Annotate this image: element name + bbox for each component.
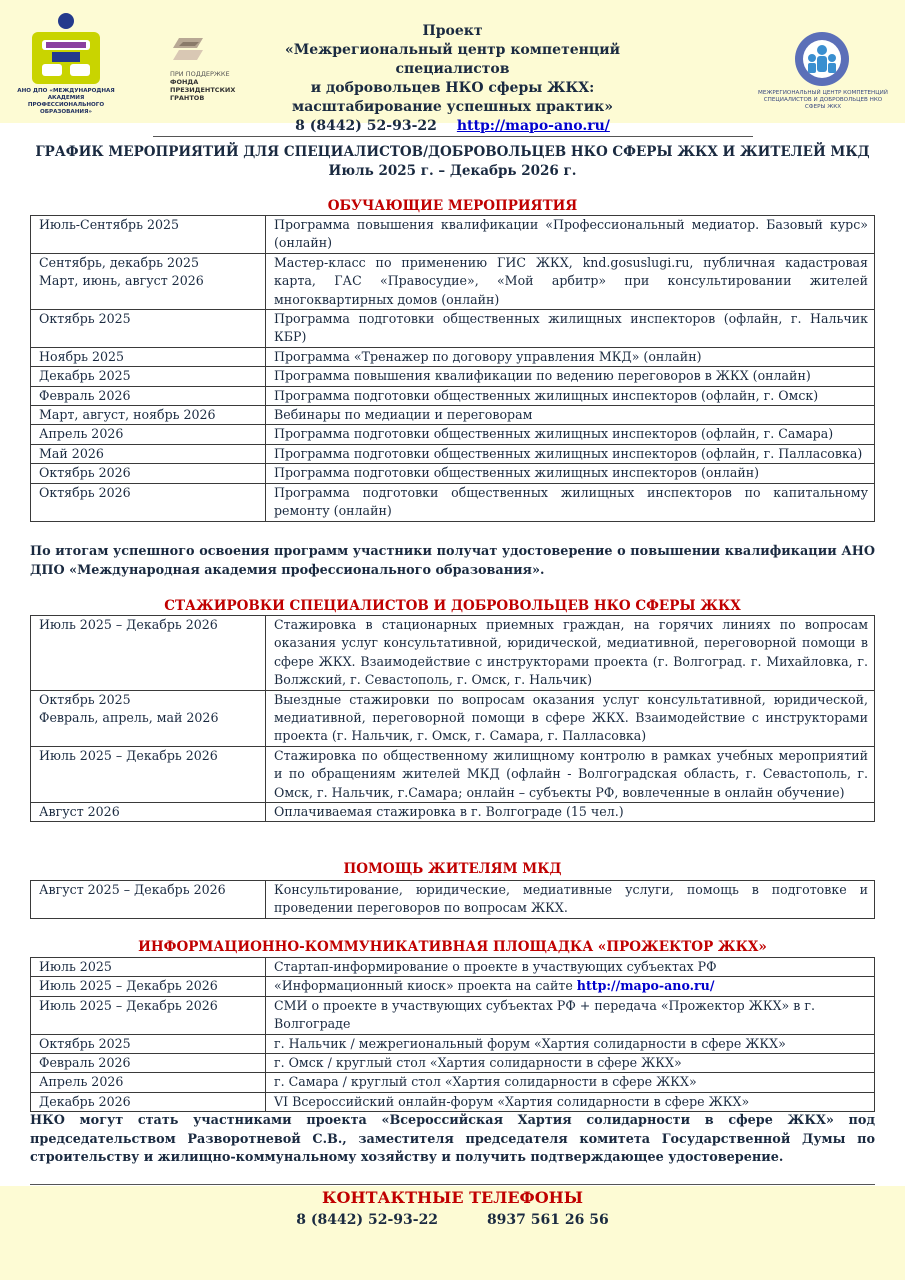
table-row — [31, 690, 875, 746]
row-text: Программа подготовки общественных жилищных инспекторов (офлайн, г. Омск) — [266, 386, 875, 405]
project-header — [280, 22, 625, 136]
table-row — [31, 616, 875, 691]
row-date: Июль 2025 – Декабрь 2026 — [31, 977, 266, 996]
row-date: Декабрь 2026 — [31, 1092, 266, 1111]
grants-caption-line2: ПРЕЗИДЕНТСКИХ — [170, 86, 236, 94]
page-title — [30, 143, 875, 181]
footer-divider — [30, 1184, 875, 1185]
section-internships-title: СТАЖИРОВКИ СПЕЦИАЛИСТОВ И ДОБРОВОЛЬЦЕВ НКО СФЕРЫ ЖКХ — [164, 598, 741, 614]
row-date: Ноябрь 2025 — [31, 347, 266, 366]
row-text: Программа «Тренажер по договору управления МКД» (онлайн) — [266, 347, 875, 366]
project-name-line1: «Межрегиональный центр компетенций специалистов — [284, 42, 621, 77]
row-date: Июль 2025 – Декабрь 2026 — [31, 746, 266, 802]
page-title-period: Июль 2025 г. – Декабрь 2026 г. — [328, 163, 577, 179]
project-name-line2: и добровольцев НКО сферы ЖКХ: — [310, 80, 595, 96]
row-text: г. Самара / круглый стол «Хартия солидарности в сфере ЖКХ» — [266, 1073, 875, 1092]
row-text: Стажировка в стационарных приемных граждан, на горячих линиях по вопросам оказания услуг консультативной, юридической, медиативной, переговорной помощи в сфере ЖКХ. Взаимодействие с инструкторами проекта (г. Волгоград. г. Михайловка, г. Волжский, г. Севастополь, г. Омск, г. Нальчик) — [266, 616, 875, 691]
grants-caption-small: ПРИ ПОДДЕРЖКЕ — [170, 70, 230, 78]
row-text: Программа подготовки общественных жилищных инспекторов (офлайн, г. Нальчик КБР) — [266, 310, 875, 348]
row-text: Вебинары по медиации и переговорам — [266, 406, 875, 425]
row-date: Август 2026 — [31, 803, 266, 822]
competence-center-logo — [758, 30, 888, 120]
table-row — [31, 483, 875, 521]
table-row — [31, 1073, 875, 1092]
row-text: Консультирование, юридические, медиативные услуги, помощь в подготовке и проведении переговоров по вопросам ЖКХ. — [266, 881, 875, 919]
row-date: Июль 2025 – Декабрь 2026 — [31, 616, 266, 691]
table-row — [31, 746, 875, 802]
table-row — [31, 444, 875, 463]
grants-caption-line3: ГРАНТОВ — [170, 94, 205, 102]
row-text: Программа подготовки общественных жилищных инспекторов (офлайн, г. Палласовка) — [266, 444, 875, 463]
row-text: Выездные стажировки по вопросам оказания услуг консультативной, юридической, медиативной, переговорной помощи в сфере ЖКХ. Взаимодействие с инструкторами проекта (г. Нальчик, г. Омск, г. Самара, г. Палласовка) — [266, 690, 875, 746]
training-note: По итогам успешного освоения программ участники получат удостоверение о повышении квалификации АНО ДПО «Международная академия профессионального образования». — [30, 544, 875, 578]
row-date: Февраль 2026 — [31, 386, 266, 405]
grants-caption — [170, 70, 235, 102]
table-row — [31, 310, 875, 348]
row-date: Июль 2025 – Декабрь 2026 — [31, 996, 266, 1034]
table-row — [31, 881, 875, 919]
site-link[interactable]: http://mapo-ano.ru/ — [576, 978, 715, 994]
presidential-grants-logo — [165, 38, 260, 113]
section-platform-title: ИНФОРМАЦИОННО-КОММУНИКАТИВНАЯ ПЛОЩАДКА «ПРОЖЕКТОР ЖКХ» — [138, 939, 767, 955]
row-date: Апрель 2026 — [31, 1073, 266, 1092]
row-text: Стажировка по общественному жилищному контролю в рамках учебных мероприятий и по обращениям жителей МКД (офлайн - Волгоградская область, г. Севастополь, г. Омск, г. Нальчик, г.Самара; онлайн – субъекты РФ, вовлеченные в онлайн обучение) — [266, 746, 875, 802]
table-row — [31, 958, 875, 977]
row-date: Апрель 2026 — [31, 425, 266, 444]
table-row — [31, 216, 875, 254]
row-date: Октябрь 2026 — [31, 464, 266, 483]
row-date: Октябрь 2025 — [31, 310, 266, 348]
header-divider — [153, 136, 753, 137]
competence-center-emblem-icon — [790, 30, 854, 88]
row-text: СМИ о проекте в участвующих субъектах РФ + передача «Прожектор ЖКХ» в г. Волгограде — [266, 996, 875, 1034]
page-title-line1: ГРАФИК МЕРОПРИЯТИЙ ДЛЯ СПЕЦИАЛИСТОВ/ДОБРОВОЛЬЦЕВ НКО СФЕРЫ ЖКХ И ЖИТЕЛЕЙ МКД — [35, 144, 870, 160]
table-row — [31, 386, 875, 405]
platform-note: НКО могут стать участниками проекта «Всероссийская Хартия солидарности в сфере ЖКХ» под председательством Разворотневой С.В., заместителя председателя комитета Государственной Думы по строительству и жилищно-коммунальному хозяйству и получить подтверждающее удостоверение. — [30, 1113, 875, 1165]
section-help-title: ПОМОЩЬ ЖИТЕЛЯМ МКД — [343, 861, 562, 877]
table-row — [31, 464, 875, 483]
row-text: Программа подготовки общественных жилищных инспекторов (офлайн, г. Самара) — [266, 425, 875, 444]
row-date: Декабрь 2025 — [31, 367, 266, 386]
project-contact-line — [280, 117, 625, 136]
row-text: Стартап-информирование о проекте в участвующих субъектах РФ — [266, 958, 875, 977]
grants-emblem-icon — [173, 38, 203, 66]
row-date: Август 2025 – Декабрь 2026 — [31, 881, 266, 919]
row-date-line2: Март, июнь, август 2026 — [39, 273, 204, 289]
training-table — [30, 215, 875, 522]
row-text: Программа повышения квалификации «Профессиональный медиатор. Базовый курс» (онлайн) — [266, 216, 875, 254]
platform-table — [30, 957, 875, 1112]
row-text: Оплачиваемая стажировка в г. Волгограде (15 чел.) — [266, 803, 875, 822]
row-text: г. Нальчик / межрегиональный форум «Хартия солидарности в сфере ЖКХ» — [266, 1034, 875, 1053]
table-row — [31, 1054, 875, 1073]
table-row — [31, 803, 875, 822]
table-row — [31, 1034, 875, 1053]
row-date-line1: Сентябрь, декабрь 2025 — [39, 254, 200, 270]
row-text: г. Омск / круглый стол «Хартия солидарности в сфере ЖКХ» — [266, 1054, 875, 1073]
internships-table — [30, 615, 875, 822]
table-row — [31, 1092, 875, 1111]
row-date: Октябрь 2025 — [31, 1034, 266, 1053]
table-row — [31, 367, 875, 386]
academy-emblem-icon — [30, 12, 102, 86]
row-date: Май 2026 — [31, 444, 266, 463]
help-table — [30, 880, 875, 919]
academy-logo — [10, 12, 120, 115]
contacts-phones — [0, 1212, 905, 1228]
row-text: Мастер-класс по применению ГИС ЖКХ, knd.gosuslugi.ru, публичная кадастровая карта, ГАС «Правосудие», «Мой арбитр» при консультировании жителей многоквартирных домов (онлайн) — [266, 253, 875, 309]
row-text — [266, 977, 875, 996]
row-text: VI Всероссийский онлайн-форум «Хартия солидарности в сфере ЖКХ» — [266, 1092, 875, 1111]
project-name-line3: масштабирование успешных практик» — [292, 99, 613, 115]
project-site-link[interactable]: http://mapo-ano.ru/ — [456, 118, 610, 134]
table-row — [31, 406, 875, 425]
project-phone: 8 (8442) 52-93-22 — [295, 118, 437, 134]
row-date: Март, август, ноябрь 2026 — [31, 406, 266, 425]
project-label: Проект — [422, 23, 483, 39]
competence-center-caption: МЕЖРЕГИОНАЛЬНЫЙ ЦЕНТР КОМПЕТЕНЦИЙ СПЕЦИАЛИСТОВ И ДОБРОВОЛЬЦЕВ НКО СФЕРЫ ЖКХ — [758, 90, 888, 110]
row-text: Программа повышения квалификации по ведению переговоров в ЖКХ (онлайн) — [266, 367, 875, 386]
table-row — [31, 253, 875, 309]
table-row — [31, 977, 875, 996]
row-date-line2: Февраль, апрель, май 2026 — [39, 710, 219, 726]
row-text-main: «Информационный киоск» проекта на сайте — [274, 978, 577, 994]
row-date: Июль-Сентябрь 2025 — [31, 216, 266, 254]
contacts-title: КОНТАКТНЫЕ ТЕЛЕФОНЫ — [321, 1188, 584, 1207]
row-date — [31, 690, 266, 746]
row-date-line1: Октябрь 2025 — [39, 691, 131, 707]
table-row — [31, 996, 875, 1034]
section-training-title: ОБУЧАЮЩИЕ МЕРОПРИЯТИЯ — [327, 198, 578, 214]
table-row — [31, 347, 875, 366]
contact-phone-1: 8 (8442) 52-93-22 — [296, 1212, 439, 1228]
row-text: Программа подготовки общественных жилищных инспекторов по капитальному ремонту (онлайн) — [266, 483, 875, 521]
academy-logo-caption: АНО ДПО «МЕЖДУНАРОДНАЯ АКАДЕМИЯ ПРОФЕССИОНАЛЬНОГО ОБРАЗОВАНИЯ» — [17, 88, 115, 115]
row-date: Октябрь 2026 — [31, 483, 266, 521]
row-text: Программа подготовки общественных жилищных инспекторов (онлайн) — [266, 464, 875, 483]
row-date: Июль 2025 — [31, 958, 266, 977]
row-date: Февраль 2026 — [31, 1054, 266, 1073]
row-date — [31, 253, 266, 309]
table-row — [31, 425, 875, 444]
contact-phone-2: 8937 561 26 56 — [486, 1212, 609, 1228]
grants-caption-line1: ФОНДА — [170, 78, 199, 86]
